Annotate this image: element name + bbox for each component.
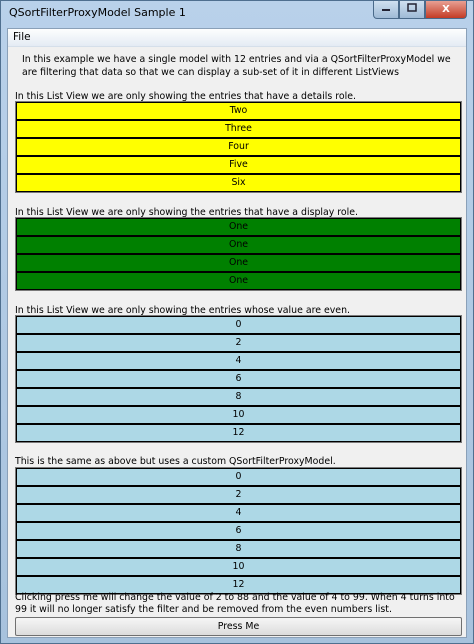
list-item[interactable]: One [16, 254, 461, 272]
note-text: Clicking press me will change the value of 2 to 88 and the value of 4 to 99. When 4 turns into 99 it will no longer satisfy the filter and be removed from the even numbers list. [15, 592, 455, 615]
list-item[interactable]: One [16, 236, 461, 254]
intro-text: In this example we have a single model with 12 entries and via a QSortFilterProxyModel we are filtering that data so that we can display a sub-set of it in different ListViews [22, 54, 451, 78]
close-button[interactable] [425, 1, 467, 19]
press-me-button[interactable]: Press Me [15, 617, 462, 636]
custom-caption: This is the same as above but uses a custom QSortFilterProxyModel. [15, 456, 336, 467]
list-item[interactable]: 10 [16, 406, 461, 424]
list-item[interactable]: Two [16, 102, 461, 120]
list-item[interactable]: 12 [16, 424, 461, 442]
title-bar[interactable] [1, 1, 473, 27]
close-icon: X [442, 4, 450, 15]
maximize-button[interactable] [399, 1, 425, 19]
display-list-view[interactable] [15, 217, 462, 291]
list-item[interactable]: 0 [16, 316, 461, 334]
display-caption: In this List View we are only showing the entries that have a display role. [15, 207, 359, 218]
even-caption: In this List View we are only showing the entries whose value are even. [15, 305, 350, 316]
list-item[interactable]: 4 [16, 352, 461, 370]
list-item[interactable]: One [16, 218, 461, 236]
window-controls [373, 1, 467, 19]
list-item[interactable]: 8 [16, 540, 461, 558]
minimize-icon [381, 3, 391, 16]
details-caption: In this List View we are only showing the entries that have a details role. [15, 91, 356, 102]
even-list-view[interactable] [15, 315, 462, 443]
list-item[interactable]: One [16, 272, 461, 290]
menu-file[interactable]: File [13, 31, 31, 43]
main-content [7, 28, 467, 638]
list-item[interactable]: Five [16, 156, 461, 174]
list-item[interactable]: Four [16, 138, 461, 156]
list-item[interactable]: 0 [16, 468, 461, 486]
list-item[interactable]: 8 [16, 388, 461, 406]
list-item[interactable]: Three [16, 120, 461, 138]
list-item[interactable]: 10 [16, 558, 461, 576]
list-item[interactable]: 2 [16, 334, 461, 352]
minimize-button[interactable] [373, 1, 399, 19]
list-item[interactable]: 4 [16, 504, 461, 522]
list-item[interactable]: 6 [16, 522, 461, 540]
list-item[interactable]: 12 [16, 576, 461, 594]
window-title: QSortFilterProxyModel Sample 1 [9, 6, 186, 19]
list-item[interactable]: Six [16, 174, 461, 192]
menu-bar [8, 29, 466, 47]
maximize-icon [407, 3, 417, 16]
list-item[interactable]: 6 [16, 370, 461, 388]
list-item[interactable]: 2 [16, 486, 461, 504]
custom-list-view[interactable] [15, 467, 462, 595]
details-list-view[interactable] [15, 101, 462, 193]
